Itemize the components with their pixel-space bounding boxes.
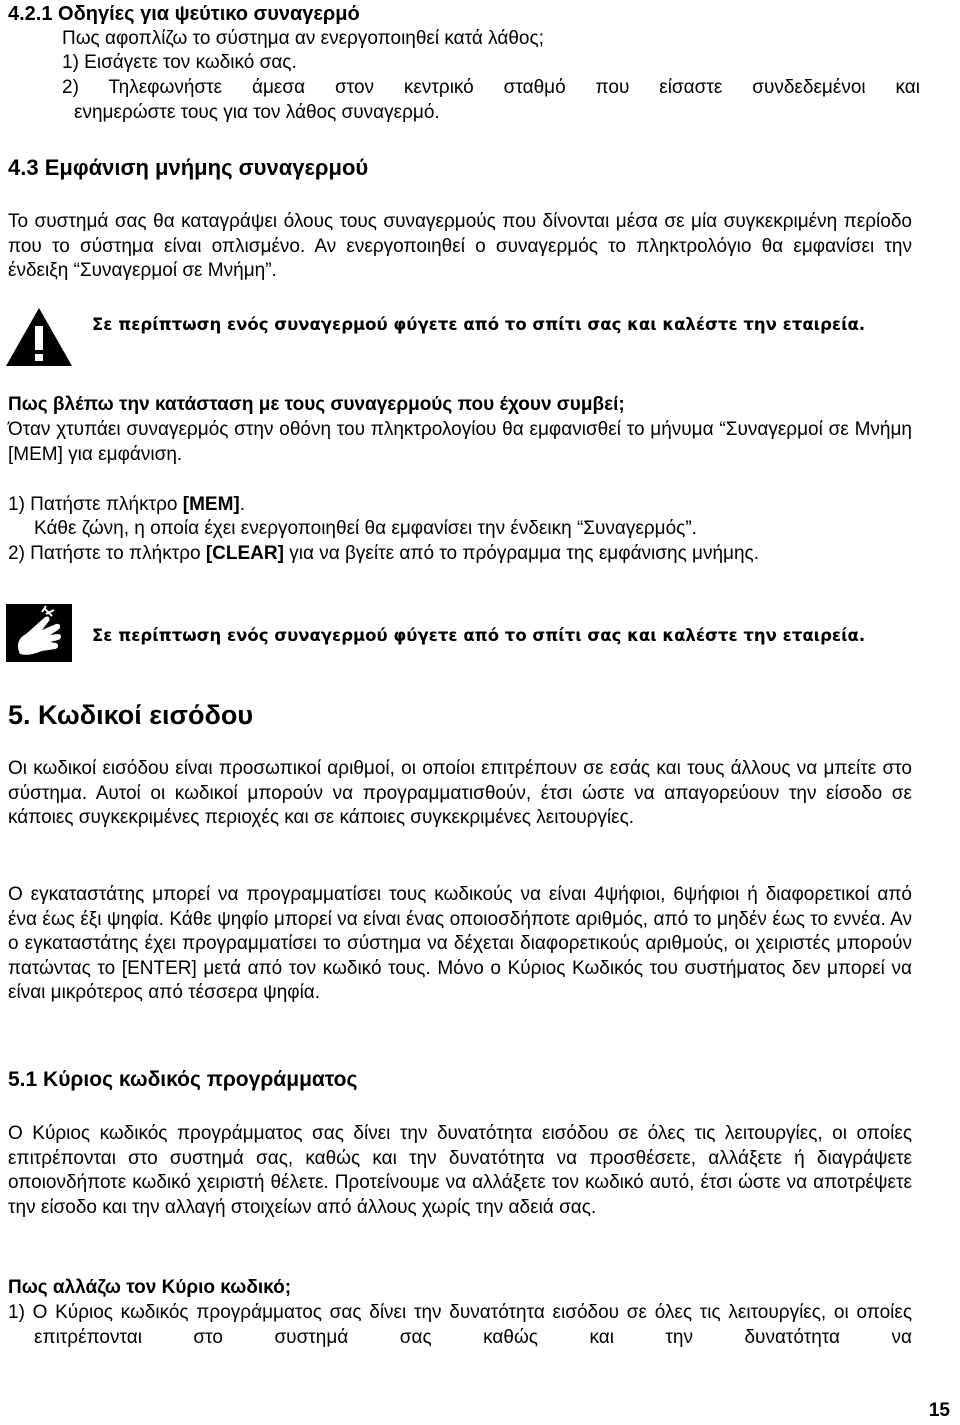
section-5-1-title: 5.1 Κύριος κωδικός προγράμματος — [8, 1068, 358, 1091]
alarm-status-question: Πως βλέπω την κατάσταση με τους συναγερμούς που έχουν συμβεί; — [8, 394, 625, 415]
clear-key: [CLEAR] — [205, 543, 284, 564]
alarm-status-answer: Όταν χτυπάει συναγερμός στην οθόνη του πληκτρολογίου θα εμφανισθεί το μήνυμα “Συναγερμοί σε Μνήμη [MEM] για εμφάνιση. — [8, 419, 912, 465]
false-alarm-step-2-cont: ενημερώστε τους για τον λάθος συναγερμό. — [74, 102, 440, 123]
section-5-title: 5. Κωδικοί εισόδου — [8, 700, 254, 730]
false-alarm-question: Πως αφοπλίζω το σύστημα αν ενεργοποιηθεί κατά λάθος; — [62, 28, 544, 49]
section-4-3-title: 4.3 Εμφάνιση μνήμης συναγερμού — [8, 155, 369, 180]
alarm-warning-text: Σε περίπτωση ενός συναγερμού φύγετε από το σπίτι σας και καλέστε την εταιρεία. — [92, 315, 866, 334]
master-code-paragraph: Ο Κύριος κωδικός προγράμματος σας δίνει την δυνατότητα εισόδου σε όλες τις λειτουργίες, οι οποίες επιτρέπονται στο συστημά σας, καθώς και την δυνατότητα να προσθέσετε, αλλάξετε ή διαγράψετε οποιονδήποτε κωδικό χειριστή θέλετε. Προτείνουμε να αλλάξετε τον κωδικό αυτό, έτσι ώστε να αποτρέψετε την είσοδο και την αλλαγή στοιχείων από άλλους χωρίς την αδειά σας. — [8, 1123, 912, 1218]
warning-triangle-icon — [4, 306, 74, 368]
tied-finger-reminder-icon — [6, 604, 72, 662]
access-codes-paragraph-1: Οι κωδικοί εισόδου είναι προσωπικοί αριθμοί, οι οποίοι επιτρέπουν σε εσάς και τους άλλους να μπείτε στο σύστημα. Αυτοί οι κωδικοί μπορούν να προγραμματισθούν, έτσι ώστε να απαγορεύουν την είσοδο σε κάποιες συγκεκριμένες περιοχές και σε κάποιες συγκεκριμένες λειτουργίες. — [8, 758, 912, 828]
alarm-memory-paragraph: Το συστημά σας θα καταγράψει όλους τους συναγερμούς που δίνονται μέσα σε μία συγκεκριμένη περίοδο που το σύστημα είναι οπλισμένο. Αν ενεργοποιηθεί ο συναγερμός το πληκτρολόγιο θα εμφανίσει την ένδειξη “Συναγερμοί σε Μνήμη”. — [8, 211, 912, 281]
mem-step-1-prefix: 1) Πατήστε πλήκτρο — [8, 494, 183, 515]
mem-step-1-suffix: . — [239, 494, 246, 515]
mem-step-1-detail: Κάθε ζώνη, η οποία έχει ενεργοποιηθεί θα εμφανίσει την ένδεικη “Συναγερμός”. — [34, 518, 697, 539]
false-alarm-step-1: 1) Εισάγετε τον κωδικό σας. — [62, 52, 297, 73]
mem-step-2-prefix: 2) Πατήστε το πλήκτρο — [8, 543, 206, 564]
change-master-code-step-1: 1) Ο Κύριος κωδικός προγράμματος σας δίνει την δυνατότητα εισόδου σε όλες τις λειτουργίες, οι οποίες επιτρέπονται στο συστημά σας καθώς και την δυνατότητα να — [8, 1302, 912, 1348]
mem-step-1 — [8, 493, 912, 518]
mem-step-2 — [8, 542, 912, 567]
page-number: 15 — [928, 1400, 950, 1421]
mem-step-2-suffix: για να βγείτε από το πρόγραμμα της εμφάνισης μνήμης. — [283, 543, 759, 564]
alarm-warning-text-2: Σε περίπτωση ενός συναγερμού φύγετε από το σπίτι σας και καλέστε την εταιρεία. — [92, 626, 866, 645]
change-master-code-question: Πως αλλάζω τον Κύριο κωδικό; — [8, 1277, 292, 1298]
section-4-2-1-title: 4.2.1 Οδηγίες για ψεύτικο συναγερμό — [8, 3, 360, 25]
mem-key: [MEM] — [182, 494, 240, 515]
false-alarm-step-2: 2) Τηλεφωνήστε άμεσα στον κεντρικό σταθμό που είσαστε συνδεδεμένοι και — [62, 77, 920, 98]
access-codes-paragraph-2: Ο εγκαταστάτης μπορεί να προγραμματίσει τους κωδικούς να είναι 4ψήφιοι, 6ψήφιοι ή διαφορετικοί από ένα έως έξι ψηφία. Κάθε ψηφίο μπορεί να είναι ένας οποιοσδήποτε αριθμός, από το μηδέν έως το εννέα. Αν ο εγκαταστάτης έχει προγραμματίσει το σύστημα να δέχεται διαφορετικούς αριθμούς, οι χειριστές μπορούν πατώντας το [ENTER] μετά από τον κωδικό τους. Μόνο ο Κύριος Κωδικός του συστήματος δεν μπορεί να είναι μικρότερος από τέσσερα ψηφία. — [8, 884, 912, 1003]
